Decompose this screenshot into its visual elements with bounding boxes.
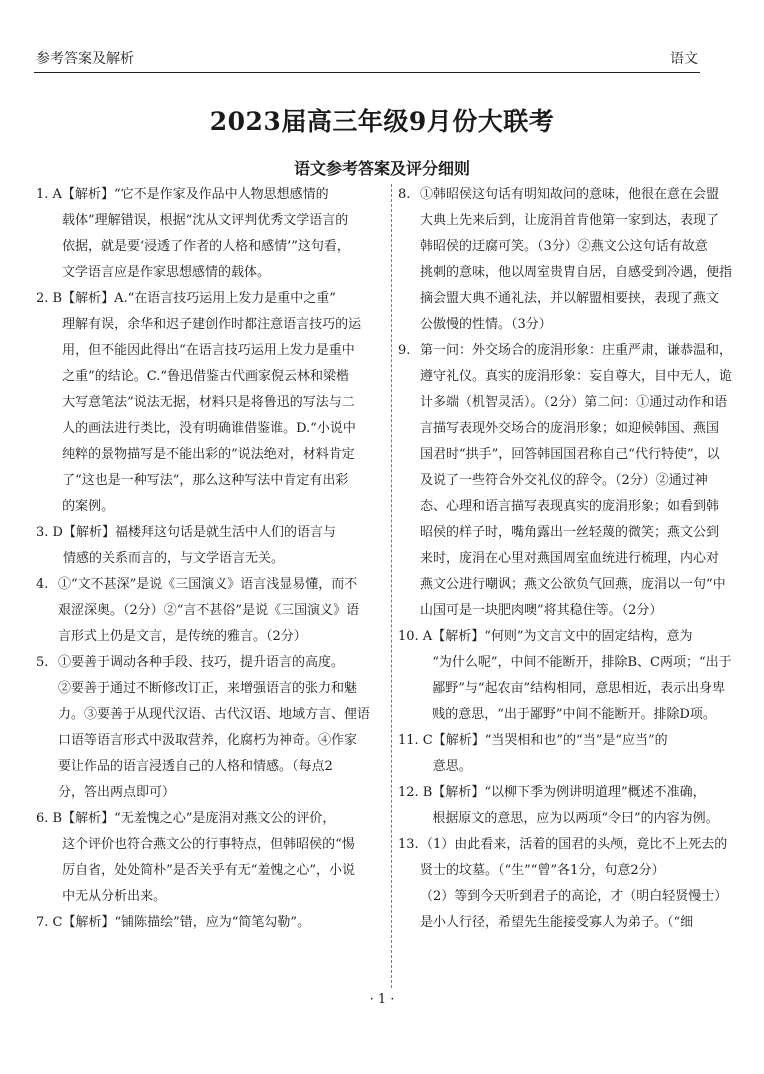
answer-line: 了“这也是一种写法”，那么这种写法中肯定有出彩 [62, 473, 349, 488]
answer-number: 3. D [36, 525, 63, 540]
answer-line: 昭侯的样子时，嘴角露出一丝轻蔑的微笑；燕文公到 [420, 525, 720, 540]
answer-line: 公傲慢的性情。（3分） [420, 317, 552, 332]
answer-line: 载体”理解错误，根据“沈从文评判优秀文学语言的 [61, 213, 349, 228]
answer-number: 8. [398, 187, 411, 202]
answer-body [432, 780, 732, 832]
answer-number: 13. [398, 837, 419, 852]
answer-line: 【解析】“铺陈描绘”错，应为“简笔勾勒”。 [62, 915, 311, 930]
answer-line: 燕文公进行嘲讽；燕文公欲负气回燕，庞涓以一句“中 [420, 577, 726, 592]
answer-line: 中无从分析出来。 [62, 889, 167, 904]
answer-number: 2. B [36, 291, 63, 306]
answer-line: 来时，庞涓在心里对燕国周室血统进行梳理，内心对 [420, 551, 720, 566]
answer-item [398, 338, 732, 624]
answer-line: 【解析】“当哭相和也”的“当”是“应当”的 [432, 733, 668, 748]
answer-item [36, 806, 384, 910]
answer-line: 根据原文的意思，应为以两项“令曰”的内容为例。 [432, 811, 719, 826]
answer-line: “为什么呢”，中间不能断开，排除B、C两项；“出于 [432, 655, 732, 670]
answer-number: 7. C [36, 915, 63, 930]
answer-line: 计多端（机智灵活）。（2分）第二问：①通过动作和语 [420, 395, 728, 410]
header-doc-type: 参考答案及解析 [36, 51, 134, 67]
answer-line: 挑刺的意味，他以周室贵胄自居，自感受到冷遇，便指 [420, 265, 732, 280]
answer-item [398, 182, 732, 338]
answer-number: 6. B [36, 811, 63, 826]
answer-line: 用，但不能因此得出“在语言技巧运用上发力是重中 [62, 343, 355, 358]
answer-line: 【解析】A.“在语言技巧运用上发力是重中之重” [62, 291, 336, 306]
left-column [36, 182, 384, 936]
answer-line: 贤士的坟墓。（“生”“曾”各1分，句意2分） [420, 863, 665, 878]
answer-body [420, 182, 732, 338]
answer-body [62, 806, 384, 910]
answer-line: 态、心理和语言描写表现真实的庞涓形象；如看到韩 [420, 499, 720, 514]
answer-line: 文学语言应是作家思想感情的载体。 [61, 265, 270, 280]
answer-item [36, 520, 384, 572]
answer-body [63, 520, 384, 572]
answer-line: ①“文不甚深”是说《三国演义》语言浅显易懂，而不 [58, 577, 358, 592]
answer-line: 韩昭侯的迂腐可笑。（3分）②燕文公这句话有故意 [420, 239, 708, 254]
answer-line: （2）等到今天听到君子的高论，才（明白轻贤慢士） [420, 889, 728, 904]
answer-line: 意思。 [432, 759, 472, 774]
header-rule [34, 72, 700, 73]
answer-line: 要让作品的语言浸透自己的人格和情感。（每点2 [58, 759, 333, 774]
answer-number: 4. [36, 577, 49, 592]
answer-item [398, 624, 732, 728]
answer-line: 摘会盟大典不通礼法，并以解盟相要挟，表现了燕文 [420, 291, 720, 306]
answer-line: 【解析】“它不是作家及作品中人物思想感情的 [61, 187, 329, 202]
column-divider [391, 184, 392, 988]
answer-line: 力。③要善于从现代汉语、古代汉语、地域方言、俚语 [58, 707, 371, 722]
answer-number: 9. [398, 343, 411, 358]
answer-line: 艰涩深奥。（2分）②“言不甚俗”是说《三国演义》语 [58, 603, 360, 618]
answer-line: 理解有误，余华和迟子建创作时都注意语言技巧的运 [62, 317, 362, 332]
answer-item [398, 728, 732, 780]
answer-line: 言描写表现外交场合的庞涓形象；如迎候韩国、燕国 [420, 421, 720, 436]
answer-line: 【解析】福楼拜这句话是就生活中人们的语言与 [62, 525, 336, 540]
answer-number: 11. C [398, 733, 433, 748]
page-subtitle: 语文参考答案及评分细则 [293, 159, 470, 178]
answer-line: 鄙野”与“起农亩”结构相同，意思相近，表示出身卑 [432, 681, 726, 696]
answer-item [36, 182, 384, 286]
page-title: 2023届高三年级9月份大联考 [209, 107, 555, 136]
answer-body [420, 338, 732, 624]
answer-body [420, 832, 732, 936]
answer-line: 【解析】“以柳下季为例讲明道理”概述不准确， [432, 785, 706, 800]
answer-item [36, 650, 384, 806]
answer-body [58, 572, 384, 650]
answer-line: 人的画法进行类比，没有明确谁借鉴谁。D.“小说中 [62, 421, 356, 436]
answer-body [433, 728, 732, 780]
answer-line: ①要善于调动各种手段、技巧，提升语言的高度。 [58, 655, 345, 670]
page-number: · 1 · [369, 992, 395, 1007]
answer-number: 5. [36, 655, 49, 670]
answer-item [398, 832, 732, 936]
answer-line: 厉自省，处处简朴”是否关乎有无“羞愧之心”，小说 [62, 863, 356, 878]
answer-line: 第一问：外交场合的庞涓形象：庄重严肃，谦恭温和， [420, 343, 732, 358]
answer-item [36, 572, 384, 650]
answer-item [36, 286, 384, 520]
header-subject: 语文 [670, 51, 698, 67]
answer-line: 遵守礼仪。真实的庞涓形象：妄自尊大，目中无人，诡 [420, 369, 732, 384]
answer-item [36, 910, 384, 936]
answer-line: 贱的意思，“出于鄙野”中间不能断开。排除D项。 [432, 707, 716, 722]
answer-line: 是小人行径，希望先生能接受寡人为弟子。（“细 [420, 915, 694, 930]
answer-line: 纯粹的景物描写是不能出彩的”说法绝对，材料肯定 [62, 447, 355, 462]
answer-line: 情感的关系而言的，与文学语言无关。 [62, 551, 284, 566]
answer-body [62, 910, 384, 936]
answer-line: 言形式上仍是文言，是传统的雅言。（2分） [58, 629, 307, 644]
answer-line: 大典上先来后到，让庞涓首肯他第一家到达，表现了 [420, 213, 720, 228]
answer-line: 这个评价也符合燕文公的行事特点，但韩昭侯的“惕 [62, 837, 355, 852]
answer-line: 大写意笔法”说法无据，材料只是将鲁迅的写法与二 [62, 395, 355, 410]
answer-line: 【解析】“无羞愧之心”是庞涓对燕文公的评价， [62, 811, 336, 826]
answer-line: 口语等语言形式中汲取营养，化腐朽为神奇。④作家 [58, 733, 358, 748]
answer-line: 山国可是一块肥肉噢”将其稳住等。（2分） [420, 603, 663, 618]
answer-line: 分，答出两点即可） [58, 785, 176, 800]
answer-number: 1. A [36, 187, 62, 202]
answer-line: ①韩昭侯这句话有明知故问的意味，他很在意在会盟 [420, 187, 720, 202]
right-column [398, 182, 732, 936]
answer-line: 依据，就是要‘浸透了作者的人格和感情’”这句看， [61, 239, 350, 254]
answer-body [62, 286, 384, 520]
answer-number: 12. B [398, 785, 433, 800]
answer-body [62, 182, 384, 286]
answer-line: 及说了一些符合外交礼仪的辞令。（2分）②通过神 [420, 473, 708, 488]
answer-number: 10. A [398, 629, 433, 644]
answer-line: 之重”的结论。C.“鲁迅借鉴古代画家倪云林和梁楷 [62, 369, 350, 384]
answer-line: 【解析】“何则”为文言文中的固定结构，意为 [432, 629, 693, 644]
answer-line: （1）由此看来，活着的国君的头颅，竟比不上死去的 [420, 837, 728, 852]
answer-line: ②要善于通过不断修改订正，来增强语言的张力和魅 [58, 681, 358, 696]
answer-item [398, 780, 732, 832]
answer-line: 国君时“拱手”，回答韩国国君称自己“代行特使”，以 [420, 447, 720, 462]
answer-line: 的案例。 [62, 499, 115, 514]
answer-body [432, 624, 732, 728]
answer-body [58, 650, 384, 806]
